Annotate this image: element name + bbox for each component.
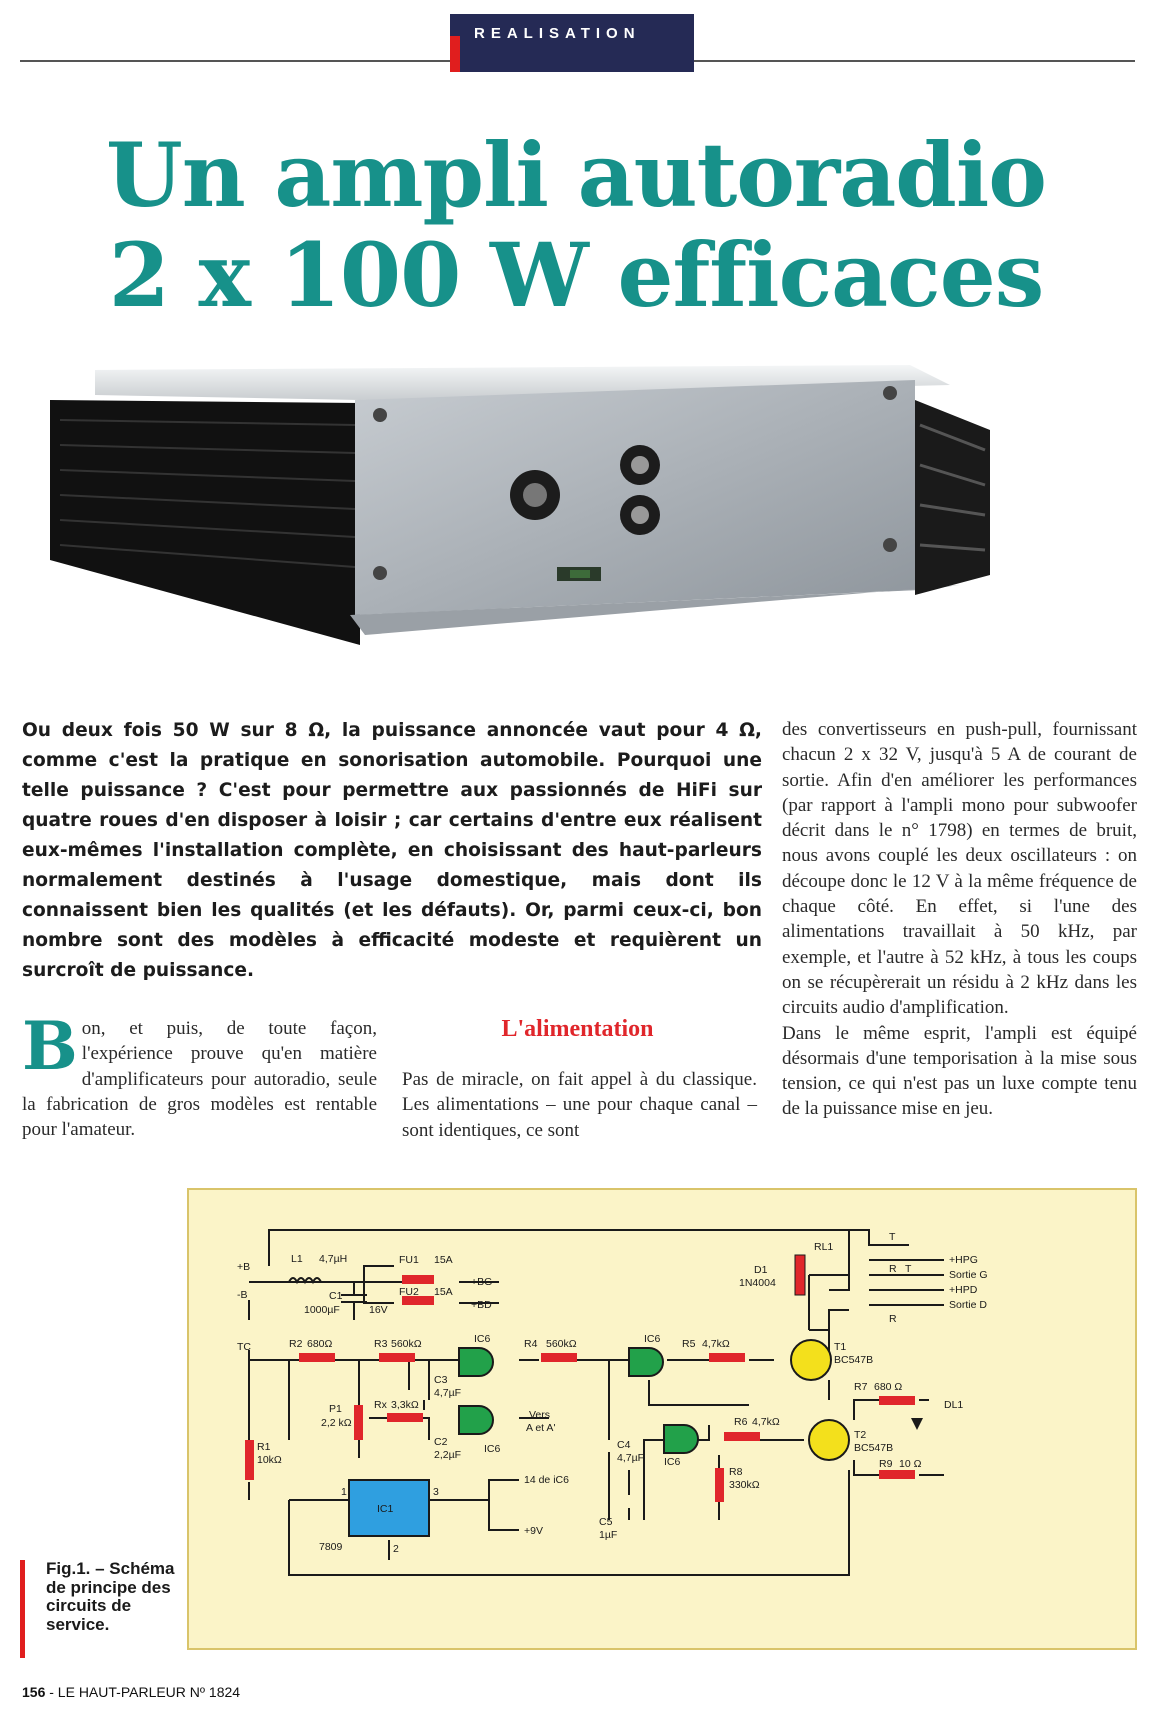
- label-r8-value: 330kΩ: [729, 1479, 760, 1491]
- label-plus-bd: +BD: [471, 1299, 492, 1311]
- label-r4-value: 560kΩ: [546, 1338, 577, 1350]
- label-r5: R5: [682, 1338, 696, 1350]
- label-c4-value: 4,7µF: [617, 1452, 645, 1464]
- label-c2-value: 2,2µF: [434, 1449, 462, 1461]
- label-rx: Rx: [374, 1399, 387, 1411]
- label-plus-hpg: +HPG: [949, 1254, 978, 1266]
- label-r2-value: 680Ω: [307, 1338, 333, 1350]
- label-fu2: FU2: [399, 1286, 419, 1298]
- label-pin-3: 3: [433, 1486, 439, 1498]
- column-3-paragraph-1: des convertisseurs en push-pull, fournissant chacun 2 x 32 V, jusqu'à 5 A de courant de sortie. Afin d'en améliorer les performances (par rapport à l'ampli mono pour subwoofer décrit dans le n° 1798) en termes de bruit, nous avons couplé les deux oscillateurs : on découpe donc le 12 V à la même fréquence de chaque côté. En effet, si l'une des alimentations travaillait à 50 kHz, par exemple, et l'autre à 52 kHz, à tous les coups on se récupèrerait un résidu à 2 kHz dans les circuits audio d'amplification.: [782, 719, 1137, 1019]
- label-c5-value: 1µF: [599, 1529, 618, 1541]
- label-r3-value: 560kΩ: [391, 1338, 422, 1350]
- section-tag-accent: [450, 36, 460, 72]
- label-vers: Vers: [529, 1409, 551, 1421]
- schematic-figure: [187, 1188, 1137, 1650]
- label-t2: T2: [854, 1429, 867, 1441]
- label-r9-value: 10 Ω: [899, 1458, 922, 1470]
- drop-cap: B: [22, 1007, 78, 1085]
- label-r1: R1: [257, 1441, 271, 1453]
- label-fu2-value: 15A: [434, 1286, 453, 1298]
- label-ic6-d: IC6: [664, 1456, 681, 1468]
- section-label: REALISATION: [474, 25, 641, 42]
- label-pin-2: 2: [393, 1543, 399, 1555]
- figure-caption-accent: [20, 1560, 25, 1658]
- label-ic6-a: IC6: [474, 1333, 491, 1345]
- label-r-contact-2: R: [889, 1313, 897, 1325]
- article-title: [0, 125, 1152, 325]
- lead-paragraph: Ou deux fois 50 W sur 8 Ω, la puissance annoncée vaut pour 4 Ω, comme c'est la pratique en sonorisation automobile. Pourquoi une telle puissance ? C'est pour permettre aux passionnés de HiFi sur quatre roues d'en disposer à loisir ; car certains d'entre eux réalisent eux-mêmes l'installation complète, en choisissant des haut-parleurs normalement destinés à l'usage domestique, mais dont ils connaissent bien les qualités (et les défauts). Or, parmi ceux-ci, bon nombre sont des modèles à efficacité modeste et requièrent un surcroît de puissance.: [22, 720, 762, 981]
- label-c4: C4: [617, 1439, 631, 1451]
- label-r7: R7: [854, 1381, 868, 1393]
- label-c5: C5: [599, 1516, 613, 1528]
- label-p1: P1: [329, 1403, 342, 1415]
- label-r4: R4: [524, 1338, 538, 1350]
- label-c1: C1: [329, 1290, 343, 1302]
- column-2-text: Pas de miracle, on fait appel à du classique. Les alimentations – une pour chaque canal – sont identiques, ce sont: [402, 1069, 757, 1141]
- label-r7-value: 680 Ω: [874, 1381, 903, 1393]
- column-1-text: on, et puis, de toute façon, l'expérience prouve qu'en matière d'amplificateurs pour autoradio, seule la fabrication de gros modèles est rentable pour l'amateur.: [22, 1018, 377, 1141]
- label-r5-value: 4,7kΩ: [702, 1338, 730, 1350]
- label-r1-value: 10kΩ: [257, 1454, 282, 1466]
- label-l1: L1: [291, 1253, 303, 1265]
- label-r2: R2: [289, 1338, 303, 1350]
- label-ic6-b: IC6: [644, 1333, 661, 1345]
- label-t1-value: BC547B: [834, 1354, 874, 1366]
- label-t2-value: BC547B: [854, 1442, 894, 1454]
- amplifier-photo: [40, 345, 1100, 680]
- title-line-1: Un ampli autoradio: [106, 123, 1046, 227]
- label-c3: C3: [434, 1374, 448, 1386]
- label-r8: R8: [729, 1466, 743, 1478]
- label-r6: R6: [734, 1416, 748, 1428]
- body-column-3: [782, 717, 1137, 1122]
- label-sortie-d: Sortie D: [949, 1299, 987, 1311]
- label-l1-value: 4,7µH: [319, 1253, 348, 1265]
- label-plus-hpd: +HPD: [949, 1284, 978, 1296]
- label-c1-voltage: 16V: [369, 1304, 388, 1316]
- body-column-1: [22, 1007, 377, 1142]
- label-r-contact-1: R: [889, 1263, 897, 1275]
- label-rx-value: 3,3kΩ: [391, 1399, 419, 1411]
- label-r3: R3: [374, 1338, 388, 1350]
- label-r9: R9: [879, 1458, 893, 1470]
- section-heading: L'alimentation: [501, 1016, 654, 1042]
- page-number: 156: [22, 1684, 46, 1700]
- page-footer: [22, 1684, 240, 1700]
- label-sortie-g: Sortie G: [949, 1269, 988, 1281]
- magazine-issue: - LE HAUT-PARLEUR Nº 1824: [49, 1684, 241, 1700]
- label-r6-value: 4,7kΩ: [752, 1416, 780, 1428]
- label-14-de-ic6: 14 de iC6: [524, 1474, 569, 1486]
- label-minus-b: -B: [237, 1289, 248, 1301]
- label-rl1: RL1: [814, 1241, 834, 1253]
- label-plus-b: +B: [237, 1261, 251, 1273]
- label-regulator: 7809: [319, 1541, 343, 1553]
- label-tc: TC: [237, 1341, 251, 1353]
- label-plus-bg: +BG: [471, 1276, 493, 1288]
- label-t1: T1: [834, 1341, 847, 1353]
- label-ic6-c: IC6: [484, 1443, 501, 1455]
- label-d1: D1: [754, 1264, 768, 1276]
- figure-caption: Fig.1. – Schéma de principe des circuits de service.: [46, 1559, 175, 1634]
- label-plus-9v: +9V: [524, 1525, 543, 1537]
- label-d1-value: 1N4004: [739, 1277, 776, 1289]
- label-c1-value: 1000µF: [304, 1304, 340, 1316]
- section-tag: [450, 14, 694, 72]
- column-3-paragraph-2: Dans le même esprit, l'ampli est équipé désormais d'une temporisation à la mise sous tension, ce qui n'est pas un luxe compte tenu de la puissance mise en jeu.: [782, 1022, 1137, 1120]
- label-a-et-a: A et A': [526, 1422, 556, 1434]
- label-fu1: FU1: [399, 1254, 419, 1266]
- label-pin-1: 1: [341, 1486, 347, 1498]
- label-c2: C2: [434, 1436, 448, 1448]
- label-dl1: DL1: [944, 1399, 964, 1411]
- label-c3-value: 4,7µF: [434, 1387, 462, 1399]
- label-p1-value: 2,2 kΩ: [321, 1417, 352, 1429]
- label-ic1: IC1: [377, 1503, 394, 1515]
- label-t-contact-1: T: [889, 1231, 896, 1243]
- title-line-2: 2 x 100 W efficaces: [108, 223, 1044, 327]
- schematic-diagram: [189, 1190, 1135, 1648]
- label-fu1-value: 15A: [434, 1254, 453, 1266]
- label-t-contact-2: T: [905, 1263, 912, 1275]
